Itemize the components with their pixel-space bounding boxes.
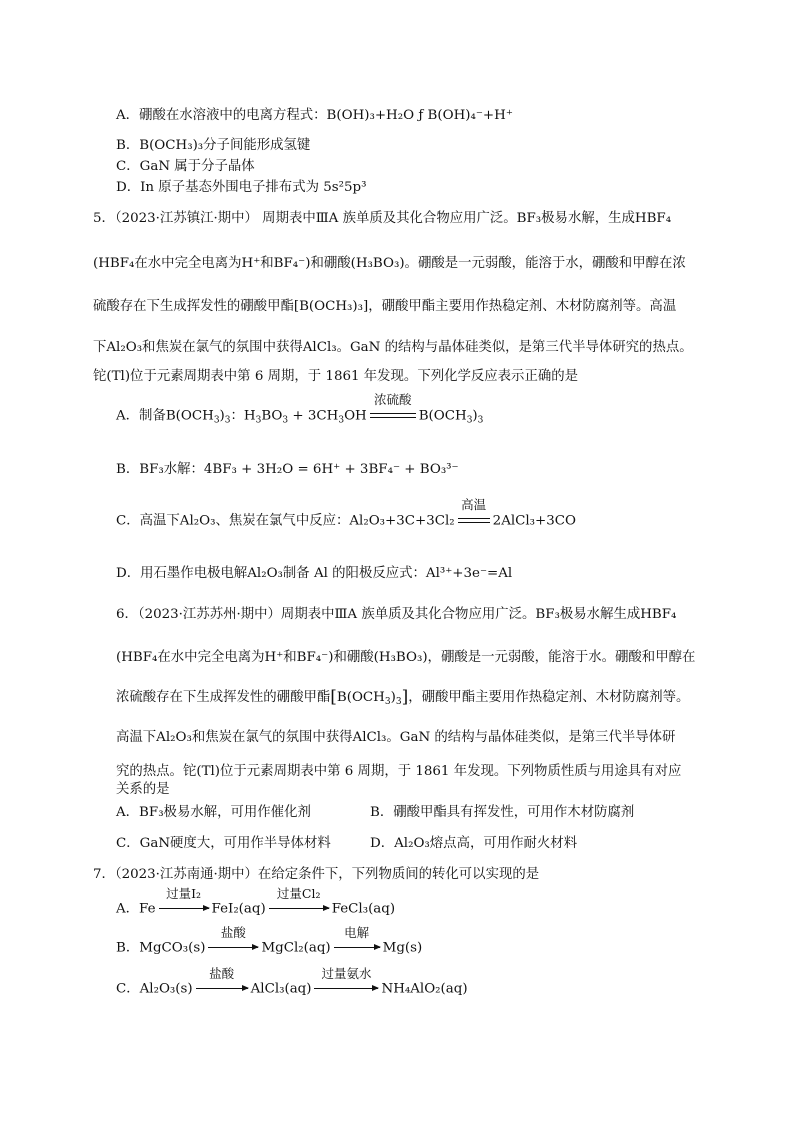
- q5-option-c-prefix: C．高温下Al₂O₃、焦炭在氯气中反应：Al₂O₃+3C+3Cl₂: [116, 513, 455, 529]
- q7-c-middle: AlCl₃(aq): [250, 981, 312, 997]
- q7-a-end: FeCl₃(aq): [331, 901, 396, 917]
- q6-stem-line-1: 6．（2023·江苏苏州·期中）周期表中ⅢA 族单质及其化合物应用广泛。BF₃极易水解生成HBF₄: [116, 607, 677, 622]
- q5-option-d: D．用石墨作电极电解Al₂O₃制备 Al 的阳极反应式：Al³⁺+3e⁻=Al: [116, 566, 513, 581]
- q6-stem-line-6: 关系的是: [116, 782, 170, 797]
- q5-stem-line-2: (HBF₄在水中完全电离为H⁺和BF₄⁻)和硼酸(H₃BO₃)。硼酸是一元弱酸，能溶于水，硼酸和甲醇在浓: [93, 256, 686, 271]
- q5-option-c: [116, 497, 577, 531]
- q7-c-start: C．Al₂O₃(s): [116, 981, 193, 997]
- q7-b-start: B．MgCO₃(s): [116, 940, 206, 956]
- q5-stem-line-4: 下Al₂O₃和焦炭在氯气的氛围中获得AlCl₃。GaN 的结构与晶体硅类似，是第三代半导体研究的热点。: [93, 340, 693, 355]
- q7-stem: 7．（2023·江苏南通·期中）在给定条件下，下列物质间的转化可以实现的是: [93, 867, 540, 882]
- q6-option-c: C．GaN硬度大，可用作半导体材料: [116, 836, 331, 851]
- q7-c-end: NH₄AlO₂(aq): [381, 981, 468, 997]
- q7-a-condition-1: 过量I₂: [166, 886, 202, 901]
- q7-b-condition-1: 盐酸: [220, 925, 246, 940]
- q5-option-c-condition: 高温: [461, 497, 487, 512]
- q5-option-a-prefix: A．制备: [116, 408, 166, 424]
- q5-stem-line-3: 硫酸存在下生成挥发性的硼酸甲酯[B(OCH₃)₃]，硼酸甲酯主要用作热稳定剂、木材防腐剂等。高温: [93, 299, 677, 314]
- q4-option-c: C．GaN 属于分子晶体: [116, 159, 255, 174]
- q7-b-middle: MgCl₂(aq): [261, 940, 331, 956]
- q6-stem-line-3-b: ，硼酸甲酯主要用作热稳定剂、木材防腐剂等。: [408, 690, 690, 705]
- q6-stem-line-5: 究的热点。铊(Tl)位于元素周期表中第 6 周期，于 1861 年发现。下列物质性质与用途具有对应: [116, 764, 682, 779]
- q7-a-middle: FeI₂(aq): [211, 901, 266, 917]
- q6-option-a: A．BF₃极易水解，可用作催化剂: [116, 805, 311, 820]
- q7-b-end: Mg(s): [382, 940, 423, 956]
- q5-option-c-suffix: 2AlCl₃+3CO: [492, 513, 577, 529]
- q7-c-condition-1: 盐酸: [209, 966, 235, 981]
- q7-option-b: [116, 925, 423, 958]
- q5-stem-line-1: 5．（2023·江苏镇江·期中） 周期表中ⅢA 族单质及其化合物应用广泛。BF₃极易水解，生成HBF₄: [93, 211, 672, 226]
- q7-b-condition-2: 电解: [344, 925, 370, 940]
- q4-option-a: A．硼酸在水溶液中的电离方程式：B(OH)₃+H₂O ƒ B(OH)₄⁻+H⁺: [116, 108, 513, 123]
- q5-stem-line-5: 铊(Tl)位于元素周期表中第 6 周期，于 1861 年发现。下列化学反应表示正确的是: [93, 369, 579, 384]
- q6-stem-line-4: 高温下Al₂O₃和焦炭在氯气的氛围中获得AlCl₃。GaN 的结构与晶体硅类似，是第三代半导体研: [116, 730, 676, 745]
- q7-a-start: A．Fe: [116, 901, 156, 917]
- q7-option-c: [116, 966, 468, 999]
- q7-a-condition-2: 过量Cl₂: [276, 886, 321, 901]
- q4-option-b: B．B(OCH₃)₃分子间能形成氢键: [116, 138, 311, 153]
- q7-c-condition-2: 过量氨水: [321, 966, 372, 981]
- q6-option-b: B．硼酸甲酯具有挥发性，可用作木材防腐剂: [370, 805, 635, 820]
- q7-option-a: [116, 886, 396, 919]
- q4-option-d: D．In 原子基态外围电子排布式为 5s²5p³: [116, 180, 367, 195]
- q5-option-a-condition: 浓硫酸: [373, 392, 412, 407]
- q6-stem-line-3-a: 浓硫酸存在下生成挥发性的硼酸甲酯: [116, 690, 331, 705]
- q6-stem-line-3: 浓硫酸存在下生成挥发性的硼酸甲酯$[B(OCH_3)_3]$，硼酸甲酯主要用作热稳定剂、木材防腐剂等。: [116, 687, 690, 707]
- q6-option-d: D．Al₂O₃熔点高，可用作耐火材料: [370, 836, 578, 851]
- q6-stem-line-2: (HBF₄在水中完全电离为H⁺和BF₄⁻)和硼酸(H₃BO₃)，硼酸是一元弱酸，能溶于水。硼酸和甲醇在: [116, 650, 696, 665]
- q5-option-b: B．BF₃水解：4BF₃ + 3H₂O = 6H⁺ + 3BF₄⁻ + BO₃³⁻: [116, 462, 459, 477]
- q5-option-a: A．制备$B(OCH_3)_3$：$H_3BO_3 + 3CH_3OH$ 浓硫酸 $B(OCH_3)_3$: [116, 392, 484, 426]
